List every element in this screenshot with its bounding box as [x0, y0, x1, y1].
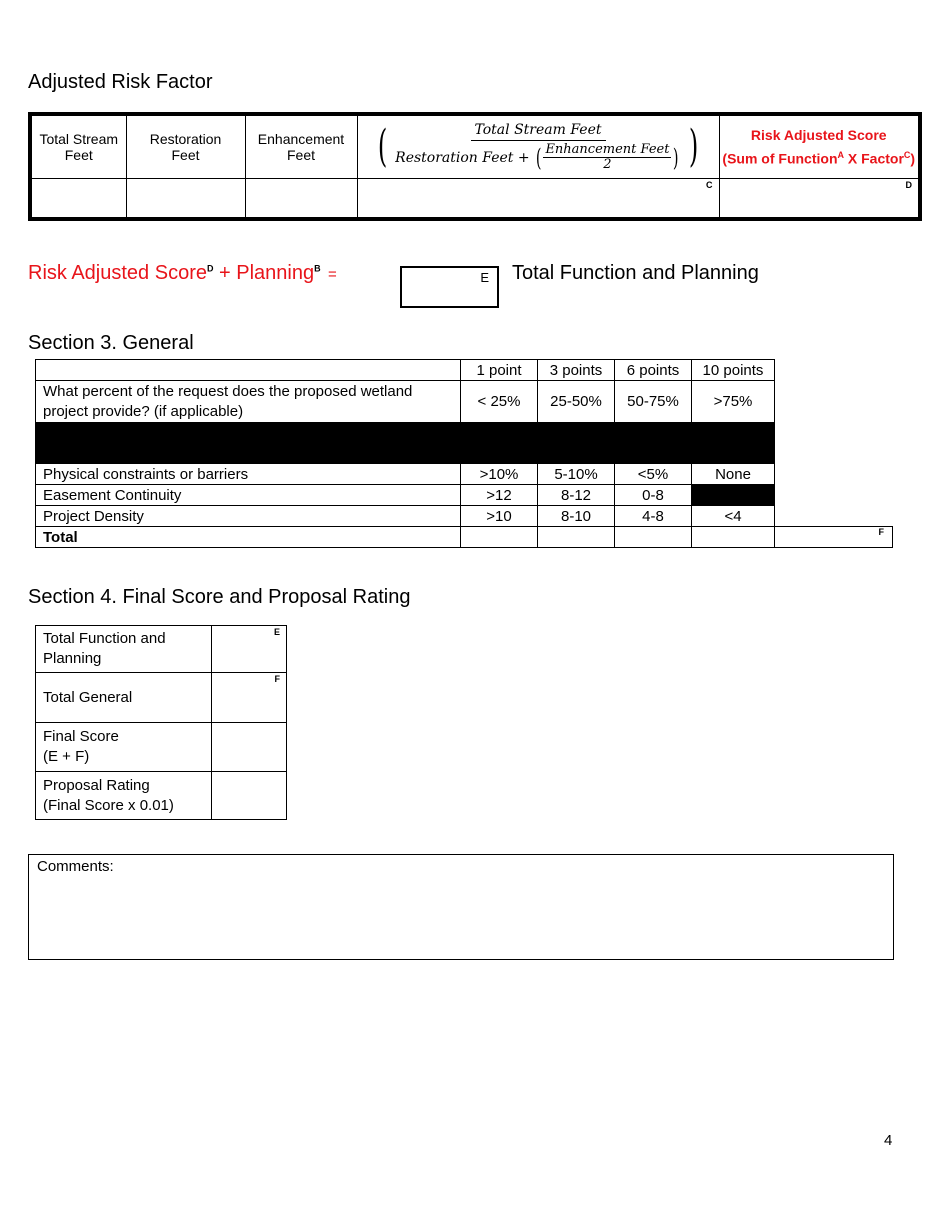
equals-sign: = — [328, 266, 337, 283]
col-enhancement-feet: Enhancement Feet — [245, 114, 357, 179]
total-cell[interactable] — [538, 527, 615, 548]
col-risk-adjusted-score: Risk Adjusted Score (Sum of Function$^A$ X Factor$^C$) — [719, 114, 920, 179]
spacer — [775, 381, 893, 423]
input-restoration-feet[interactable] — [126, 179, 245, 220]
table-cell[interactable]: 50-75% — [615, 381, 692, 423]
section4-heading: Section 4. Final Score and Proposal Rating — [28, 586, 411, 608]
total-cell[interactable] — [692, 527, 775, 548]
black-cell — [461, 423, 538, 464]
spacer — [775, 423, 893, 464]
table-cell[interactable]: >10% — [461, 464, 538, 485]
label-total-function-planning: Total Function and Planning — [36, 626, 212, 673]
total-cell[interactable] — [615, 527, 692, 548]
risk-plus-planning-formula: Risk Adjusted Score$^D$ + Planning$^B$ — [28, 262, 321, 284]
input-factor-c[interactable]: C — [357, 179, 719, 220]
table-cell[interactable]: 5-10% — [538, 464, 615, 485]
comments-box[interactable] — [28, 854, 894, 960]
label-final-score: Final Score (E + F) — [36, 723, 212, 772]
general-table — [35, 359, 893, 548]
header-points-6: 6 points — [615, 360, 692, 381]
black-cell — [36, 423, 461, 464]
total-general-f[interactable]: F — [775, 527, 893, 548]
blacked-out-row — [36, 423, 893, 464]
question-constraints: Physical constraints or barriers — [36, 464, 461, 485]
col-total-stream-feet: Total Stream Feet — [30, 114, 126, 179]
final-score-table — [35, 625, 287, 820]
table-cell[interactable]: 8-12 — [538, 485, 615, 506]
section3-heading: Section 3. General — [28, 332, 194, 354]
black-cell — [615, 423, 692, 464]
total-function-planning-box[interactable]: E — [400, 266, 499, 308]
table-cell[interactable]: < 25% — [461, 381, 538, 423]
label-total-general: Total General — [36, 673, 212, 723]
input-score-d[interactable]: D — [719, 179, 920, 220]
spacer — [775, 485, 893, 506]
spacer — [775, 360, 893, 381]
label-proposal-rating: Proposal Rating (Final Score x 0.01) — [36, 772, 212, 820]
header-blank — [36, 360, 461, 381]
value-f[interactable]: F — [212, 673, 287, 723]
input-total-stream-feet[interactable] — [30, 179, 126, 220]
value-final-score[interactable] — [212, 723, 287, 772]
question-easement: Easement Continuity — [36, 485, 461, 506]
page-number: 4 — [884, 1132, 893, 1149]
table-cell[interactable]: 25-50% — [538, 381, 615, 423]
table-cell[interactable]: <5% — [615, 464, 692, 485]
section-heading-adjusted-risk: Adjusted Risk Factor — [28, 71, 213, 93]
comments-label: Comments: — [37, 858, 114, 875]
total-label: Total — [36, 527, 461, 548]
spacer — [775, 506, 893, 527]
table-cell[interactable]: <4 — [692, 506, 775, 527]
table-cell[interactable]: >75% — [692, 381, 775, 423]
black-cell — [692, 423, 775, 464]
table-cell[interactable]: >10 — [461, 506, 538, 527]
table-cell[interactable]: 4-8 — [615, 506, 692, 527]
input-enhancement-feet[interactable] — [245, 179, 357, 220]
value-proposal-rating[interactable] — [212, 772, 287, 820]
table-cell[interactable]: None — [692, 464, 775, 485]
risk-factor-formula: ( Total Stream Feet Restoration Feet + ( Enhancement Feet 2 ) ) — [377, 121, 699, 172]
total-cell[interactable] — [461, 527, 538, 548]
table-cell[interactable]: 8-10 — [538, 506, 615, 527]
black-cell — [538, 423, 615, 464]
spacer — [775, 464, 893, 485]
header-points-1: 1 point — [461, 360, 538, 381]
question-wetland: What percent of the request does the proposed wetland project provide? (if applicable) — [36, 381, 461, 423]
value-e[interactable]: E — [212, 626, 287, 673]
header-points-3: 3 points — [538, 360, 615, 381]
adjusted-risk-table — [28, 112, 922, 221]
table-cell[interactable]: >12 — [461, 485, 538, 506]
header-points-10: 10 points — [692, 360, 775, 381]
col-restoration-feet: Restoration Feet — [126, 114, 245, 179]
formula-cell — [357, 114, 719, 179]
total-function-planning-label: Total Function and Planning — [512, 262, 759, 284]
table-cell[interactable]: 0-8 — [615, 485, 692, 506]
black-cell — [692, 485, 775, 506]
question-density: Project Density — [36, 506, 461, 527]
